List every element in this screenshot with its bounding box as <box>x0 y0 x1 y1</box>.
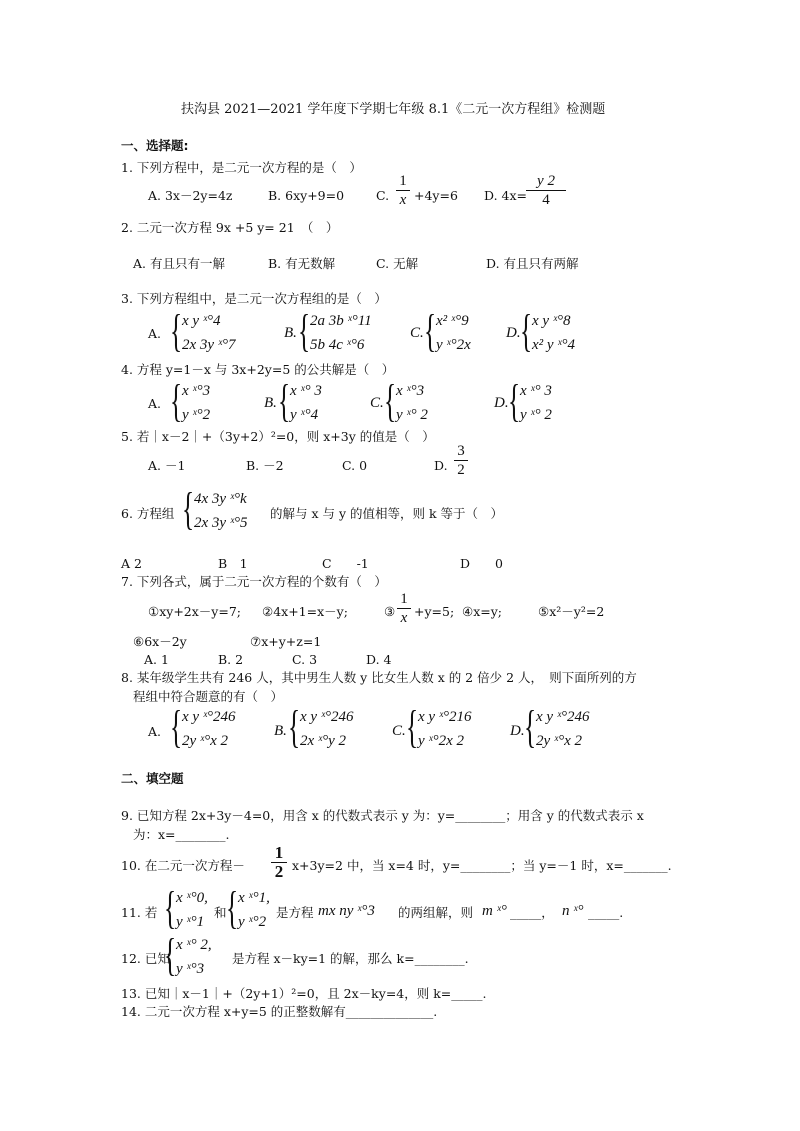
q9-line-2: 为：x=________. <box>133 827 230 842</box>
q1-option-c-rest: +4y=6 <box>414 188 458 203</box>
q4-option-d-label: D. <box>494 395 509 411</box>
q4-option-b-label: B. <box>264 395 277 411</box>
q2-option-c: C. 无解 <box>376 256 419 271</box>
q7-stem: 7. 下列各式，属于二元一次方程的个数有（ ） <box>121 574 387 589</box>
worksheet-page: 扶沟县 2021—2021 学年度下学期七年级 8.1《二元一次方程组》检测题 一、选择题: 1. 下列方程中，是二元一次方程的是（ ） A. 3x－2y=4z B. 6xy+9=0 C. 1 x +4y=6 D. 4x= y 2 4 2. 二元一次方程 9x +5 y= 21 （ ） A. 有且只有一解 B. 有无数解 C. 无解 D. 有且只有两解 3. 下列方程组中，是二元一次方程组的是（ ） A. { x y ˣ°4 2x 3y ˣ°7 B. { 2a 3b ˣ°11 5b 4c ˣ°6 C. { x² ˣ°9 y ˣ°2x D. { x y ˣ°8 x² y ˣ°4 4. 方程 y=1－x 与 3x+2y=5 的公共解是（ ） A. { x ˣ°3 y ˣ°2 B. { x ˣ° 3 y ˣ°4 C. { x ˣ°3 y ˣ° 2 D. { x ˣ° 3 y ˣ° 2 5. 若｜x－2｜+（3y+2）²=0，则 x+3y 的值是（ ） A. －1 B. －2 C. 0 D. 3 2 6. 方程组 { 4x 3y ˣ°k 2x 3y ˣ°5 的解与 x 与 y 的值相等，则 k 等于（ ） A 2 B 1 C -1 D 0 7. 下列各式，属于二元一次方程的个数有（ ） ①xy+2x－y=7; ②4x+1=x－y; ③ 1 x +y=5; ④x=y; ⑤x²－y²=2 ⑥6x－2y ⑦x+y+z=1 A. 1 B. 2 C. 3 D. 4 8. 某年级学生共有 246 人，其中男生人数 y 比女生人数 x 的 2 倍少 2 人， 则下面所列的方 程组中符合题意的有（ ） A. { x y ˣ°246 2y ˣ°x 2 B. { x y ˣ°246 2x ˣ°y 2 C. { x y ˣ°216 y ˣ°2x 2 D. { x y ˣ°246 2y ˣ°x 2 二、填空题 9. 已知方程 2x+3y－4=0，用含 x 的代数式表示 y 为：y=________；用含 y 的代数式表示 x 为：x=________. 10. 在二元一次方程－ 1 2 x+3y=2 中，当 x=4 时，y=________；当 y=－1 时，x=_______. 11. 若 { x ˣ°0, y ˣ°1 和 { x ˣ°1, y ˣ°2 是方程 mx ny ˣ°3 的两组解，则 m ˣ° _____， n ˣ° _____. 12. 已知 { x ˣ° 2, y ˣ°3 是方程 x－ky=1 的解，那么 k=________. 13. 已知｜x－1｜+（2y+1）²=0，且 2x－ky=4，则 k=_____. 14. 二元一次方程 x+y=5 的正整数解有______________. <box>121 102 672 1019</box>
q8-option-a-label: A. <box>148 724 162 739</box>
q11-equation: mx ny ˣ°3 <box>318 903 375 919</box>
q8-option-b-label: B. <box>274 723 287 739</box>
q4-option-a-label: A. <box>148 396 162 411</box>
q7-item-1: ①xy+2x－y=7; <box>148 604 241 619</box>
q8-option-c-label: C. <box>392 723 406 739</box>
q2-option-a: A. 有且只有一解 <box>133 256 225 271</box>
q7-item-6: ⑥6x－2y <box>133 634 187 649</box>
q7-item-3-rest: +y=5; <box>414 604 455 619</box>
q7-item-4: ④x=y; <box>462 604 503 619</box>
section-fill-heading: 二、填空题 <box>121 771 184 786</box>
q6-option-b: B 1 <box>218 556 248 571</box>
q10-suffix: x+3y=2 中，当 x=4 时，y=________；当 y=－1 时，x=_______. <box>292 858 672 873</box>
q11-prefix: 11. 若 <box>121 905 158 920</box>
q7-item-2: ②4x+1=x－y; <box>262 604 348 619</box>
q8-stem-line-1: 8. 某年级学生共有 246 人，其中男生人数 y 比女生人数 x 的 2 倍少 2 人， 则下面所列的方 <box>121 670 637 685</box>
q4-option-c-label: C. <box>370 395 384 411</box>
q11-m: m ˣ° <box>482 903 507 919</box>
q5-option-d-fraction: 3 2 <box>454 442 468 479</box>
q1-stem: 1. 下列方程中，是二元一次方程的是（ ） <box>121 160 362 175</box>
q2-option-d: D. 有且只有两解 <box>486 256 579 271</box>
page-title: 扶沟县 2021—2021 学年度下学期七年级 8.1《二元一次方程组》检测题 <box>181 102 606 117</box>
q3-option-c-label: C. <box>410 325 424 341</box>
q13-text: 13. 已知｜x－1｜+（2y+1）²=0，且 2x－ky=4，则 k=_____. <box>121 986 487 1001</box>
q3-option-d-label: D. <box>506 325 521 341</box>
q11-blank-n: _____. <box>588 905 624 920</box>
q8-stem-line-2: 程组中符合题意的有（ ） <box>133 689 284 704</box>
q11-text-2: 的两组解，则 <box>398 905 474 920</box>
q1-option-c-label: C. <box>376 188 390 203</box>
q5-option-b: B. －2 <box>246 458 284 473</box>
q7-item-5: ⑤x²－y²=2 <box>538 604 605 619</box>
q6-option-a: A 2 <box>121 556 142 571</box>
section-choice-heading: 一、选择题: <box>121 138 189 153</box>
q7-item-3-prefix: ③ <box>384 604 396 619</box>
q6-stem-suffix: 的解与 x 与 y 的值相等，则 k 等于（ ） <box>270 506 504 521</box>
q2-stem: 2. 二元一次方程 9x +5 y= 21 （ ） <box>121 220 339 235</box>
q7-option-a: A. 1 <box>144 652 169 667</box>
q6-option-c: C -1 <box>322 556 369 571</box>
q7-item-3-fraction: 1 x <box>397 590 411 627</box>
q4-stem: 4. 方程 y=1－x 与 3x+2y=5 的公共解是（ ） <box>121 362 395 377</box>
q1-option-b: B. 6xy+9=0 <box>268 188 345 203</box>
q11-blank-m: _____， <box>510 905 554 920</box>
q3-stem: 3. 下列方程组中，是二元一次方程组的是（ ） <box>121 291 387 306</box>
q1-option-c-fraction: 1 x <box>396 172 410 209</box>
q5-option-c: C. 0 <box>342 458 368 473</box>
q11-and: 和 <box>214 905 227 920</box>
q10-prefix: 10. 在二元一次方程－ <box>121 858 245 873</box>
q9-line-1: 9. 已知方程 2x+3y－4=0，用含 x 的代数式表示 y 为：y=________；用含 y 的代数式表示 x <box>121 808 644 823</box>
q7-option-c: C. 3 <box>292 652 318 667</box>
q11-text-1: 是方程 <box>276 905 314 920</box>
q8-option-d-label: D. <box>510 723 525 739</box>
q6-option-d: D 0 <box>460 556 503 571</box>
q5-stem: 5. 若｜x－2｜+（3y+2）²=0，则 x+3y 的值是（ ） <box>121 429 435 444</box>
q12-suffix: 是方程 x－ky=1 的解，那么 k=________. <box>232 951 469 966</box>
q7-option-d: D. 4 <box>366 652 392 667</box>
q7-option-b: B. 2 <box>218 652 244 667</box>
q3-option-b-label: B. <box>284 325 297 341</box>
q12-prefix: 12. 已知 <box>121 951 170 966</box>
q7-item-7: ⑦x+y+z=1 <box>250 634 322 649</box>
q1-option-d-label: D. 4x= <box>484 188 527 203</box>
q10-fraction: 1 2 <box>271 844 287 881</box>
q14-text: 14. 二元一次方程 x+y=5 的正整数解有______________. <box>121 1004 438 1019</box>
q5-option-a: A. －1 <box>148 458 186 473</box>
q1-option-d-fraction: y 2 4 <box>526 172 566 209</box>
q5-option-d-label: D. <box>434 458 448 473</box>
q6-stem-prefix: 6. 方程组 <box>121 506 175 521</box>
q3-option-a-label: A. <box>148 326 162 341</box>
q2-option-b: B. 有无数解 <box>268 256 336 271</box>
q11-n: n ˣ° <box>562 903 584 919</box>
q1-option-a: A. 3x－2y=4z <box>148 188 233 203</box>
